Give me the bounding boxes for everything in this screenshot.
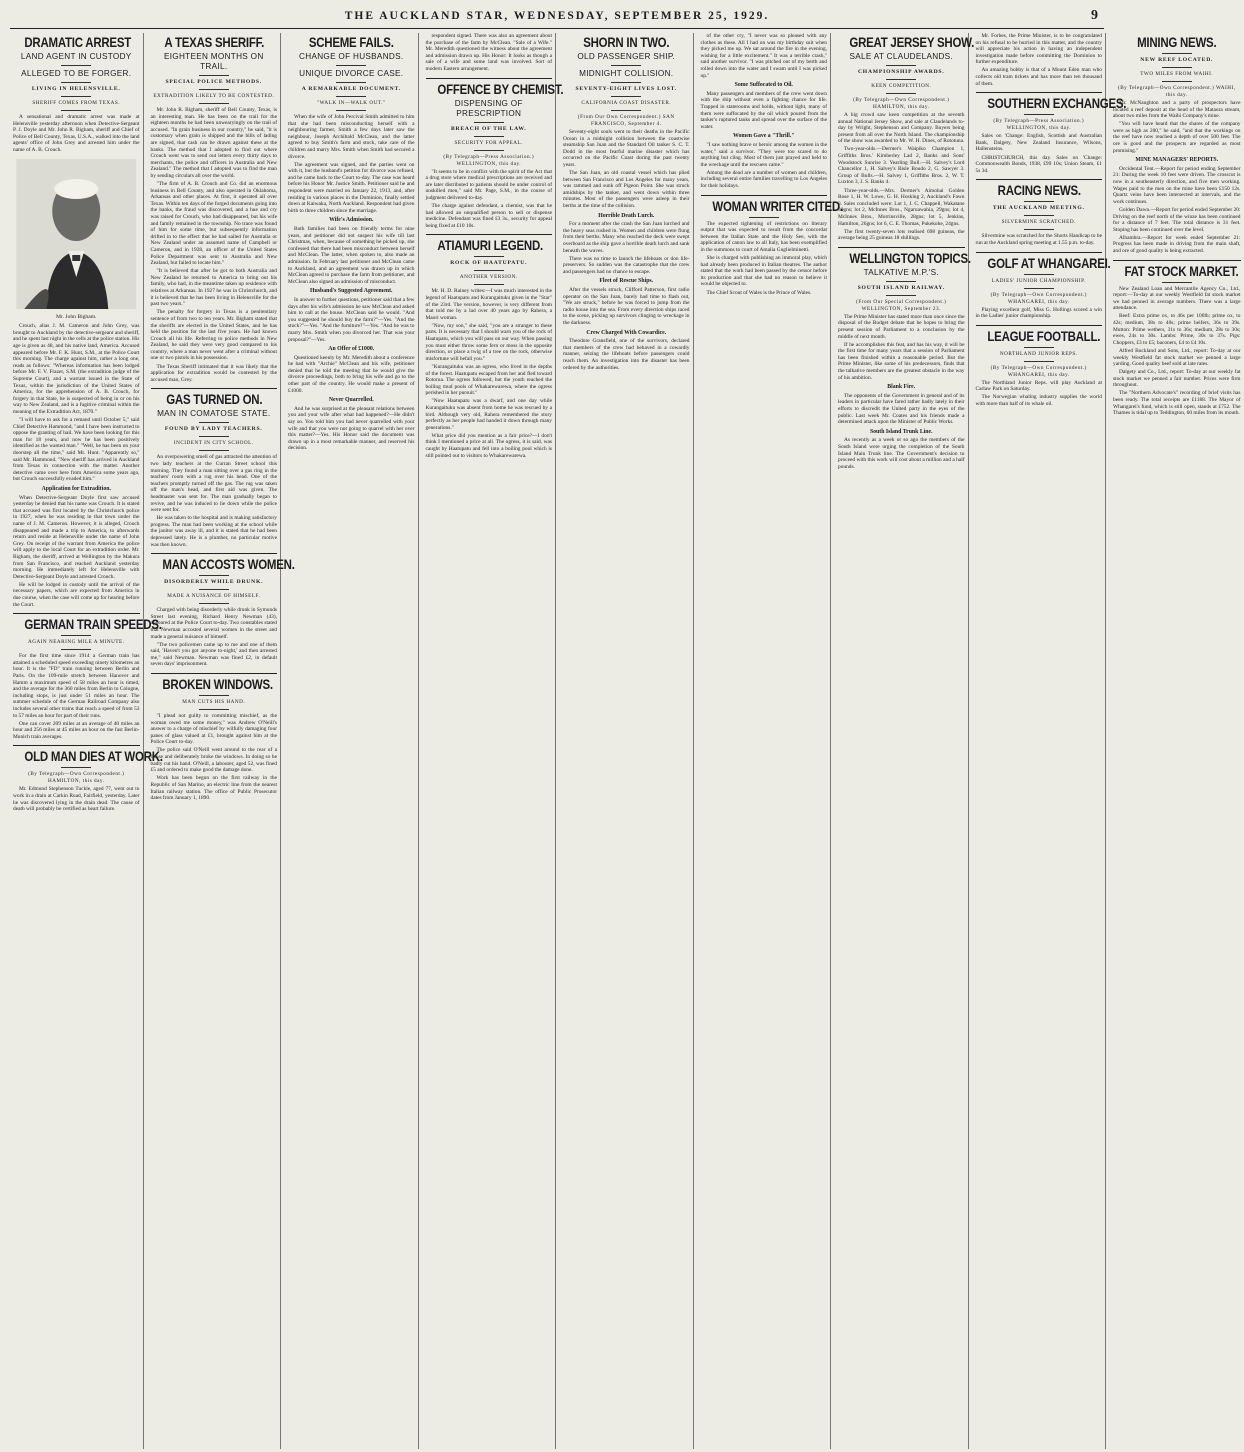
article-body: New Zealand Loan and Mercantile Agency Co., Ltd., report:—To-day at our weekly Westfield fat stock market we had penned in average numbers. There was a large attendance. — [1113, 285, 1241, 312]
article-body: Mr. John R. Bigham, sheriff of Bell County, Texas, is an interesting man. He has been on the trail for the eighteen months he had been unwearyingly on the trail of accused. "In grain business in our country," he said, "it is customary when grain is shipped and the bills of lading are signed, that cash can be drawn against these at the banks. The method that I adopted to find out where Crouch went was to send out letters every thirty days to merchants, the police and officers in Australia and New Zealand." The method that I adopted was to find the man by sending circulars all over the world. — [150, 107, 277, 179]
dateline: (By Telegraph—Own Correspondent.) WHANGAREI, this day. — [990, 291, 1087, 305]
article-body: A big crowd saw keen competition at the seventh annual National Jersey Show, and sale at Claudelands to-day by Wright, Stephenson and Company. Buyers being present from all over the North Island. The championship of the show was awarded to Mr. W. H. Dines, of Rototuna. — [838, 112, 965, 145]
headline: GERMAN TRAIN SPEEDS. — [24, 616, 162, 633]
subhead: MIDNIGHT COLLISION. — [579, 69, 674, 78]
column-5 — [560, 33, 694, 1449]
article-german-train: GERMAN TRAIN SPEEDS. AGAIN NEARING MILE A MINUTE. For the first time since 1914 a German train has attained a scheduled speed exceeding ninety kilometres an hour. It is the "FD" train running between Berlin and Paris. On the 109-mile stretch between Hanover and Hamm a maximum speed of 58 miles an hour is timed, and the average for the 360 miles from Berlin to Cologne, including stops, is just under 51 miles an hour. The summer schedule of the German Railroad Company also includes several other trains that reach a speed of from 53 to 57 miles an hour for part of their runs. One can cover 209 miles at an average of 40 miles an hour and 256 miles at 45 miles an hour on the fast Berlin-Munich train averages. — [13, 616, 162, 740]
section-head: Husband's Suggested Agreement. — [309, 288, 393, 295]
article-old-man-dies — [13, 748, 163, 813]
article-body: An overpowering smell of gas attracted the attention of two lady teachers at the Curran Street school this morning. They found a man sitting over a gas ring in the teachers' room with a rug over his head. One of the teachers promptly turned off the gas. The rug was taken off the man's head, and first aid was given. The headmaster was sent for. The man gradually began to revive, and he was induced to lie down while the police were sent for. — [150, 454, 277, 514]
article-shorn-in-two-continued: of the other cry, "I never was so pleased with any clothes as these. All I had on was my birthday suit when they picked me up. We sat around the fire in the evening, wishing for a little excitement." It was a terrible crash," said another survivor. "I was pitched out of my berth and rolled down into the water and I swam until I was picked up." Some Suffocated to Oil. Many passengers and members of the crew went down with the ship without even a fighting chance for life. Trapped in staterooms and holds, without light, many of them were suffocated by the oil which poured from the tanker's ruptured tanks and spread over the surface of the water. Women Gave a "Thrill." "I saw nothing brave or heroic among the women in the water," said a survivor. "They were too scared to do anything but cling. Most of them just prayed and held to the wreckage until the rescuers came." Among the dead are a number of women and children, including several entire families travelling to Los Angeles for their holidays. — [700, 33, 827, 189]
subhead: LIVING IN HELENSVILLE. — [31, 86, 121, 92]
headline: OLD MAN DIES AT WORK. — [24, 748, 163, 765]
headline: LEAGUE FOOTBALL. — [986, 327, 1100, 344]
headline: OFFENCE BY CHEMIST. — [436, 80, 563, 97]
dateline: (By Telegraph—Press Association.) WELLINGTON, this day. — [993, 118, 1085, 132]
section-head: Blank Fire. — [887, 384, 916, 391]
article-league-football: LEAGUE FOOTBALL. NORTHLAND JUNIOR REPS. (By Telegraph—Own Correspondent.) WHANGAREI, this day. The Northland Junior Reps. will play Auckland at Carlaw Park on Saturday. The Norwegian whaling industry supplies the world with more than half of its whale oil. — [975, 327, 1102, 407]
column-2 — [148, 33, 295, 1449]
subhead: TALKATIVE M.P.'S. — [863, 267, 939, 277]
page-number: 9 — [1091, 8, 1098, 23]
headline: MAN ACCOSTS WOMEN. — [161, 556, 295, 573]
dateline: (By Telegraph—Press Association.) WELLINGTON, this day. — [443, 153, 535, 167]
article-body: Mr. McNaughton and a party of prospectors have located a reef deposit at the head of the Mataura stream, about two miles from the Waihi Company's mine. — [1113, 100, 1241, 120]
article-wellington-continued: Mr. Forbes, the Prime Minister, is to be congratulated on his refusal to be hurried in this matter, and the country will appreciate his action in having an independent investigation made before committing the Dominion to further expenditure. An amazing hobby is that of a Mount Eden man who collects old tram tickets and has more than ten thousand of them. — [975, 33, 1102, 87]
column-8 — [973, 33, 1126, 1449]
column-6 — [698, 33, 843, 1449]
subhead: THE AUCKLAND MEETING. — [992, 205, 1085, 212]
subhead: SILVERMINE SCRATCHED. — [1001, 219, 1076, 226]
column-9 — [1110, 33, 1244, 1449]
subhead: SECURITY FOR APPEAL. — [454, 139, 523, 146]
section-head: MINE MANAGERS' REPORTS. — [1135, 157, 1219, 164]
headline: GOLF AT WHANGAREI. — [986, 254, 1111, 271]
column-1 — [10, 33, 163, 1449]
headline: WELLINGTON TOPICS. — [849, 249, 971, 266]
subhead: AGAIN NEARING MILE A MINUTE. — [27, 639, 125, 646]
subhead: ANOTHER VERSION. — [459, 274, 518, 281]
article-gas-turned-on: GAS TURNED ON. MAN IN COMATOSE STATE. FOUND BY LADY TEACHERS. INCIDENT IN CITY SCHOOL. An overpowering smell of gas attracted the attention of two lady teachers at the Curran Street school this morning. They found a man sitting over a gas ring in the teachers' room with a rug over his head. One of the teachers promptly turned off the gas. The rug was taken off the man's head, and first aid was given. The headmaster was sent for. The man gradually began to revive, and he was induced to lie down while the police were sent for. He was taken to the hospital and is making satisfactory progress. The man had been working at the school while the janitor was away ill, and it is stated that he had been depressed lately. He is a plumber, no particular motive was then known. — [150, 391, 277, 548]
subhead: SPECIAL POLICE METHODS. — [165, 79, 263, 85]
subhead: A REMARKABLE DOCUMENT. — [301, 86, 401, 92]
subhead: CALIFORNIA COAST DISASTER. — [581, 100, 672, 106]
article-offence-chemist: OFFENCE BY CHEMIST. DISPENSING OF PRESCRIPTION BREACH OF THE LAW. SECURITY FOR APPEAL. (By Telegraph—Press Association.) WELLINGTON, this day. "It seems to be in conflict with the spirit of the Act that a drug store where medical prescriptions are received and are later distributed to patients should be under control of unskilled men," said Mr. Page, S.M., in the course of judgment delivered to-day. The charge against defendant, a chemist, was that he had allowed an unqualified person to sell or dispense medicine. Defendant was fined £3 3s., security for appeal being fixed at £10 10s. — [425, 80, 563, 229]
section-head: Women Gave a "Thrill." — [732, 133, 795, 140]
article-southern-exchanges: SOUTHERN EXCHANGES. (By Telegraph—Press Association.) WELLINGTON, this day. Sales on 'Change: English, Scottish and Australian Bank, Dalgety, New Zealand Insurance, Wilsons, Hallensteins. CHRISTCHURCH, this day. Sales on 'Change: Commonwealth Bonds, 1938, £99 10s; Union Steam, £1 5s 3d. — [975, 95, 1126, 174]
article-woman-writer: WOMAN WRITER CITED. The expected tightening of restrictions on literary output that was expected to result from the concordat between the Italian State and the Holy See, with the application of canon law to all Italy, has been exemplified in the summons to court of Amalia Guglielminetti. She is charged with publishing an immoral play, which had already been produced in Italian theatres. The author stated that the work had been passed by the censor before its production and that she had no reason to believe it would be objected to. The Chief Scout of Wales is the Prince of Wales. — [700, 197, 843, 296]
article-racing-news — [976, 183, 1103, 246]
headline: ATIAMURI LEGEND. — [436, 237, 543, 254]
headline: A TEXAS SHERIFF. — [163, 34, 264, 50]
subhead: "WALK IN—WALK OUT." — [316, 100, 386, 106]
article-texas-sheriff: A TEXAS SHERIFF. EIGHTEEN MONTHS ON TRAIL. SPECIAL POLICE METHODS. EXTRADITION LIKELY TO BE CONTESTED. Mr. John R. Bigham, sheriff of Bell County, Texas, is an interesting man. He has been on the trail for the eighteen months he had been unwearyingly on the trail of accused. "In grain business in our country," he said, "it is customary when grain is shipped and the bills of lading are signed, that cash can be drawn against these at the banks. The method that I adopted to find out where Crouch went was to send out letters every thirty days to merchants, the police and officers in Australia and New Zealand." The method that I adopted was to find the man by sending circulars all over the world. "The firm of A. B. Crouch and Co. did an enormous business in Bell County, and also operated in Oklahoma, Arkansas and other places. At first, it operated all over Texas. Within ten days of the forged documents going into the banks, the fraud was discovered, and a hue and cry was raised for Crouch, who had disappeared, but his wife and family remained in the township. No trace was found of him for some time, but subsequently information drifted in to the effect that he had sailed for Australia or New Zealand under an assumed name of Campbell or Cameron, and in 1928, an officer of the United States Police Department was sent to Australia and New Zealand, but failed to locate him." "It is believed that after he got to both Australia and New Zealand he returned to America to bring out his family, who had, in the meantime taken up residence with relatives at Arkansas. In 1927 he was in Christchurch, and it is believed that he has been living in Helensville for the past two years." The penalty for forgery in Texas is a penitentiary sentence of from two to ten years. Mr. Bigham stated that the sheriffs are elected in the United States, and he has held the position for the last five years. He had known Crouch all his life. Referring to police methods in New Zealand, he said they were very good compared to his country, where a man never went after a criminal without one or two pistols in his possession. The Texas Sheriff intimated that it was likely that the application for extradition would be contested by the accused man, Grey. — [150, 34, 277, 383]
headline: BROKEN WINDOWS. — [161, 676, 273, 692]
dateline: (By Telegraph—Own Correspondent.) WAIHI, this day. — [1117, 85, 1236, 98]
article-body: "It seems to be in conflict with the spirit of the Act that a drug store where medical prescriptions are received and are later distributed to patients should be under control of unskilled men," said Mr. Page, S.M., in the course of judgment delivered to-day. — [425, 168, 552, 201]
section-head: An Offer of £1000. — [328, 346, 375, 353]
section-body: When Detective-Sergeant Doyle first saw accused yesterday he denied that his name was Crouch. It is stated that accused was first located by the Christchurch police in 1927, when he was residing in that town under the name of J. M. Cameron. However, it is alleged, Crouch disappeared and made a trip to America, to afterwards return and reside at Helensville under the name of John Grey. On receipt of the warrant from America the police will apply to the local Court for an extradition order. Mr. Bigham, the sheriff, arrived at Wellington by the Makura from San Francisco, and reached Auckland yesterday morning. He immediately left for Helensville with Detective-Sergeant Doyle and arrested Crouch. — [13, 494, 140, 580]
subhead: FOUND BY LADY TEACHERS. — [164, 426, 263, 433]
headline: GREAT JERSEY SHOW. — [849, 34, 975, 50]
article-man-accosts-women: MAN ACCOSTS WOMEN. DISORDERLY WHILE DRUNK. MADE A NUISANCE OF HIMSELF. Charged with being disorderly while drunk in Symonds Street last evening, Richard Henry Newman (43), appeared at the Police Court to-day. Two constables stated that Newman accosted several women in the street and made a general nuisance of himself. "The two policemen came up to me and one of them said, 'Haven't you got anyone to-night,' and then arrested me," said Newman. Newman was fined £2, in default seven days' imprisonment. — [150, 556, 295, 668]
article-body: The Northland Junior Reps. will play Auckland at Carlaw Park on Saturday. — [975, 379, 1102, 393]
headline: FAT STOCK MARKET. — [1124, 262, 1239, 279]
article-body: Sales on 'Change: English, Scottish and Australian Bank, Dalgety, New Zealand Insurance, Wilsons, Hallensteins. — [975, 133, 1102, 153]
subhead: SALE AT CLAUDELANDS. — [849, 52, 954, 61]
article-dramatic-arrest: DRAMATIC ARREST LAND AGENT IN CUSTODY ALLEGED TO BE FORGER. LIVING IN HELENSVILLE. SHERIFF COMES FROM TEXAS. A sensational and dramatic arrest was made at Helensville yesterday afternoon when Detective-Sergeant P. J. Doyle and Mr. John R. Bigham, sheriff and Chief of Police of Bell County, Texas, U.S.A., walked into the land agents' office of John Grey and arrested him under the name of A. B. Crouch. Mr. John Bigham. Crouch, alias J. M. Cameron and John Grey, was brought to Auckland by the detective-sergeant and sheriff, and he spent last night in the cells at the police station. His age is given as 48, and his native land, America. Accused appeared before Mr. F. K. Hunt, S.M., at the Police Court this morning. The charge against him, rather a long one, reads as follows: "Whereas information has been lodged before Mr. F. V. Frazer, S.M. (the extradition judge of the Supreme Court), and a warrant issued in the State of Texas, within the jurisdiction of the United States of America, for the apprehension of A. B. Crouch, for forgery in that State, he is suspected of being in or on his way to New Zealand, and is a fugitive criminal within the meaning of the Extradition Act, 1870." "I will have to ask for a remand until October 5," said Chief Detective Hammond, "and I have been instructed to oppose the granting of bail. We have been looking for this man for 18 years, and now he has been positively identified as the wanted man." "Well, he has been on your doorstep all the time," said Mr. Hunt. "Apparently so," said Mr. Hammond. "New sheriff has arrived in Auckland from Texas in connection with the matter. Another detective came over here from America some years ago, but Crouch successfully evaded him." Application for Extradition. When Detective-Sergeant Doyle first saw accused yesterday he denied that his name was Crouch. It is stated that accused was first located by the Christchurch police in 1927, when he was residing in that town under the name of J. M. Cameron. However, it is alleged, Crouch disappeared and made a trip to America, to afterwards return and reside at Helensville under the name of John Grey. On receipt of the warrant from America the police will apply to the local Court for an extradition order. Mr. Bigham, the sheriff, arrived at Wellington by the Makura from San Francisco, and reached Auckland yesterday morning. He immediately left for Helensville with Detective-Sergeant Doyle and arrested Crouch. He will be lodged in custody until the arrival of the necessary papers, which are expected from America in due course, when the case will come up for hearing before the Court. — [13, 34, 140, 608]
article-wellington-topics: WELLINGTON TOPICS. TALKATIVE M.P.'S. SOUTH ISLAND RAILWAY. (From Our Special Correspondent.) WELLINGTON, September 23. The Prime Minister has stated more than once since the disposal of the Budget debate that he hopes to bring the present session of Parliament to a conclusion by the middle of next month. If he accomplishes this feat, and has his way, it will be the first time for many years that a session of Parliament has been finished within a reasonable period. But the Prime Minister, like some of his predecessors, finds that the talkative members are the greatest obstacle in the way of his ambition. Blank Fire. The opponents of the Government in general and of its leaders in particular have fared rather badly lately in their efforts to discredit the United party in the eyes of the public. Last week Mr. Coates and his friends made a determined attack upon the Minister of Public Works. South Island Trunk Line. As recently as a week or so ago the members of the South Island were urging the completion of the South Island Main Trunk line. The Government's decision to proceed with this work will cost about a million and a half pounds. — [838, 249, 971, 470]
article-body: Mr. Edmund Stephenson Tuckle, aged 77, went out to work in a drain at Carkin Road, Fairfield, yesterday. Later he was discovered lying in the drain dead. The cause of death will probably be certified as heart failure. — [13, 786, 140, 813]
portrait-image — [13, 159, 140, 309]
subhead: LAND AGENT IN CUSTODY — [20, 52, 132, 61]
subhead: ROCK OF HAATUPATU. — [450, 260, 528, 267]
article-fat-stock-market: FAT STOCK MARKET. New Zealand Loan and Mercantile Agency Co., Ltd., report:—To-day at our weekly Westfield fat stock market we had penned in average numbers. There was a large attendance. Beef: Extra prime ox, to 46s per 100lb; prime ox, to 42s; medium, 38s to 40s; prime heifers, 36s to 39s. Mutton: Prime wethers, 31s to 36s; medium, 28s to 30s; ewes, 24s to 30s. Lambs: Prime, 30s to 37s. Pigs: Choppers, £3 to £5; baconers, £4 to £4 10s. Alfred Buckland and Sons, Ltd., report: To-day at our weekly Westfield fat stock market we penned a large yarding. Good quality beef sold at late rates. Dalgety and Co., Ltd., report: To-day at our weekly fat stock market we penned a fair number. Prices were firm throughout. The "Northern Advocate's" recording of brief visits has been ready. The total receipts are £1188. The Mayor of Whangarei's fund, which is still open, stands at £752. The Thames is tidal up to Teddington, 60 miles from its mouth. — [1113, 262, 1241, 417]
headline: WOMAN WRITER CITED. — [711, 197, 843, 214]
headline: RACING NEWS. — [997, 182, 1081, 199]
article-body: The expected tightening of restrictions on literary output that was expected to result from the concordat between the Italian State and the Holy See, with the application of canon law to all Italy, has been exemplified in the summons to court of Amalia Guglielminetti. — [700, 220, 827, 253]
section-head: Fleet of Rescue Ships. — [599, 278, 654, 285]
dateline: (By Telegraph—Own Correspondent.) WHANGAREI, this day. — [990, 364, 1087, 378]
article-body: For the first time since 1914 a German train has attained a scheduled speed exceeding ninety kilometres an hour. It is the "FD" train running between Berlin and Paris. On the 109-mile stretch between Hanover and Hamm a maximum speed of 58 miles an hour is timed, and the average for the 360 miles from Berlin to Cologne, including stops, is just under 51 miles an hour. The summer schedule of the German Railroad Company also includes several other trains that reach a speed of from 53 to 57 miles an hour for part of their runs. — [13, 653, 140, 719]
headline: MINING NEWS. — [1137, 34, 1217, 50]
subhead: EIGHTEEN MONTHS ON TRAIL. — [163, 52, 264, 71]
headline: SOUTHERN EXCHANGES. — [986, 95, 1126, 112]
subhead: CHANGE OF HUSBANDS. — [299, 52, 404, 61]
subhead: MAN CUTS HIS HAND. — [182, 699, 246, 705]
article-scheme-fails: SCHEME FAILS. CHANGE OF HUSBANDS. UNIQUE DIVORCE CASE. A REMARKABLE DOCUMENT. "WALK IN—WALK OUT." When the wife of John Percival Smith admitted to him that she had been misconducting herself with a neighbouring farmer, Smith a few days later saw the neighbour, Joseph Archibald McClean, and the latter agreed to buy Smith's farm and stock, take care of the children and marry Mrs. Smith when Smith had secured a divorce. The agreement was signed, and the parties went on with it, but the husband's petition for divorce was refused, and he came back to the Court to-day. The case was heard before his Honor Mr. Justice Smith. Petitioner said he and respondent were married on January 22, 1913, and, after residing in various places in the Dominion, finally settled down at Kaiwaka, North Auckland. Respondent had given birth to three children since the marriage. Wife's Admission. Both families had been on friendly terms for nine years, and petitioner did not suspect his wife till last Christmas, when, because of something he picked up, she confessed that there had been misconduct between herself and McClean. The latter, when spoken to, also made an admission. In February last petitioner and McClean came to Auckland, and an agreement was drawn up in which McClean agreed to purchase the farm from petitioner, and McClean also signed an admission of misconduct. Husband's Suggested Agreement. In answer to further questions, petitioner said that a few days after his wife's admission he saw McClean and asked him to call at the house. McClean said he would. "And you suggested he should buy the farm?"—Yes. "And the stock?"—Yes. "And the furniture?"—Yes. "And he was to marry Mrs. Smith when you divorced her. That was your proposal?"—Yes. An Offer of £1000. Questioned keenly by Mr. Meredith about a conference he had with "Archie" McClean and his wife, petitioner denied that he told the meeting that he would give the divorce proceedings, both to bring his wife and go to the other part of the country. He would make a present of £1000. Never Quarrelled. And he was surprised at the pleasant relations between you and your wife after what had happened?—He didn't say so. You told him you had never quarrelled with your wife and that you were not going to quarrel with her over this matter?—Yes. His Honor said the document was drawn up in a most remarkable manner, and reserved his decision. — [288, 34, 415, 452]
subhead: CHAMPIONSHIP AWARDS. — [857, 69, 945, 75]
article-broken-windows: BROKEN WINDOWS. MAN CUTS HIS HAND. "I plead not guilty to committing mischief, as the woman owed me some money," was Andrew O'Neill's answer to a charge of mischief by wilfully damaging four panes of glass valued at £1, brought against him at the Police Court to-day. The police said O'Neill went around to the rear of a house and deliberately broke the windows. In doing so he badly cut his hand. O'Neill, a labourer, aged 52, was fined £5 and ordered to make good the damage done. Work has been begun on the first railway in the Republic of San Marino, an electric line from the nearest Italian railway station. The office of Public Prosecutor dates from January 1, 1890. — [150, 676, 277, 802]
section-head: Never Quarrelled. — [328, 397, 374, 404]
dateline: (By Telegraph—Own Correspondent.) HAMILTON, this day. — [853, 97, 950, 110]
article-body: Crouch, alias J. M. Cameron and John Grey, was brought to Auckland by the detective-sergeant and sheriff, and he spent last night in the cells at the police station. His age is given as 48, and his native land, America. Accused appeared before Mr. F. K. Hunt, S.M., at the Police Court this morning. The charge against him, rather a long one, reads as follows: "Whereas information has been lodged before Mr. F. V. Frazer, S.M. (the extradition judge of the Supreme Court), and a warrant issued in the State of Texas, within the jurisdiction of the United States of America, for the apprehension of A. B. Crouch, for forgery in that State, he is suspected of being in or on his way to New Zealand, and is a fugitive criminal within the meaning of the Extradition Act, 1870." — [13, 323, 140, 415]
headline: GAS TURNED ON. — [165, 391, 262, 408]
section-head: Some Suffocated to Oil. — [734, 82, 793, 89]
dateline: (By Telegraph—Own Correspondent.) HAMILTON, this day. — [28, 771, 125, 785]
article-body: Playing excellent golf, Miss G. Hollings scored a win in the Ladies' junior championship. — [975, 306, 1102, 320]
subhead: OLD PASSENGER SHIP. — [577, 52, 676, 61]
dateline: (From Our Special Correspondent.) WELLINGTON, September 23. — [856, 298, 947, 312]
column-4 — [423, 33, 563, 1449]
article-mining-news: MINING NEWS. NEW REEF LOCATED. TWO MILES FROM WAIHI. (By Telegraph—Own Correspondent.) WAIHI, this day. Mr. McNaughton and a party of prospectors have located a reef deposit at the head of the Mataura stream, about two miles from the Waihi Company's mine. "You will have heard that the shares of the company were as high as 200," he said, "and that the workings on the reef have now reached a depth of over 500 feet. The ore is good and the prospects are regarded as most promising." MINE MANAGERS' REPORTS. Occidental Tent.—Report for period ending September 21: During the week 10 feet were driven. The crosscut is now in a southeasterly direction, and five men working. Wages paid to the men on the mine have been £150 12s. Quartz veins have been intersected at intervals, and the work continues. Golden Dawn.—Report for period ended September 20: Driving on the reef north of the winze has been continued for a distance of 7 feet. The total distance is 31 feet. Stoping has been continued over the level. Alhambra.—Report for week ended September 21: Progress has been made in driving from the main shaft, and ore of good quality is being extracted. — [1113, 34, 1241, 254]
article-body: Silvermine was scratched for the Shorts Handicap to be run at the Auckland spring meeting at 1.55 p.m. to-day. — [975, 233, 1102, 246]
headline: SCHEME FAILS. — [308, 34, 394, 50]
article-shorn-in-two: SHORN IN TWO. OLD PASSENGER SHIP. MIDNIGHT COLLISION. SEVENTY-EIGHT LIVES LOST. CALIFORNIA COAST DISASTER. (From Our Own Correspondent.) SAN FRANCISCO, September 4. Seventy-eight souls went to their deaths in the Pacific Ocean in a midnight collision between the coastwise steamship San Juan and the Standard Oil tanker S. C. T. Dodd in the most fearful marine disaster which has occurred on the Pacific Coast during the past twenty years. The San Juan, an old coastal vessel which has plied between San Francisco and Los Angeles for many years, was rammed and sunk off Pigeon Point. She was struck amidships by the tanker, and went down within three minutes. Most of the passengers were asleep in their berths at the time of the collision. Horrible Death Lurch. For a moment after the crash the San Juan lurched and the heavy seas rushed in. Women and children were flung from their berths. Many who reached the deck were swept overboard as the ship gave a horrible death lurch and sank beneath the waves. There was no time to launch the lifeboats or don life-preservers. So sudden was the catastrophe that the crew and passengers had no chance to escape. Fleet of Rescue Ships. After the vessels struck, Clifford Patterson, first radio operator on the San Juan, barely had time to flash out, "We are struck," before he was forced to jump from the radio house into the sea. From every direction ships raced to the scene, picking up survivors clinging to wreckage in the darkness. Crew Charged With Cowardice. Theodore Gransfield, one of the survivors, declared that members of the crew had behaved in a cowardly manner, seizing the lifeboats before passengers could reach them. An investigation into the disaster has been ordered by the authorities. — [563, 34, 690, 371]
subhead: ALLEGED TO BE FORGER. — [21, 69, 132, 78]
subhead: NORTHLAND JUNIOR REPS. — [999, 350, 1078, 357]
column-7 — [835, 33, 975, 1449]
subhead: BREACH OF THE LAW. — [451, 125, 527, 132]
subhead: DISORDERLY WHILE DRUNK. — [164, 579, 264, 586]
article-body: Charged with being disorderly while drunk in Symonds Street last evening, Richard Henry Newman (43), appeared at the Police Court to-day. Two constables stated that Newman accosted several women in the street and made a general nuisance of himself. — [150, 607, 277, 640]
section-head: Crew Charged With Cowardice. — [586, 329, 667, 336]
section-head: Application for Extradition. — [41, 486, 111, 492]
subhead: TWO MILES FROM WAIHI. — [1140, 71, 1214, 77]
subhead: INCIDENT IN CITY SCHOOL. — [173, 440, 254, 447]
headline: DRAMATIC ARREST — [24, 34, 132, 50]
section-head: Wife's Admission. — [329, 217, 374, 224]
article-body: Seventy-eight souls went to their deaths in the Pacific Ocean in a midnight collision between the coastwise steamship San Juan and the Standard Oil tanker S. C. T. Dodd in the most fearful marine disaster which has occurred on the Pacific Coast during the past twenty years. — [563, 129, 690, 168]
subhead: NEW REEF LOCATED. — [1140, 57, 1214, 63]
article-atiamuri-legend: ATIAMURI LEGEND. ROCK OF HAATUPATU. ANOTHER VERSION. Mr. H. D. Rainey writes:—I was much interested in the legend of Haatupatu and Kurangaituku given in the "Star" of the 23rd. The version, however, is very different from that told me by a lad over 40 years ago by Rahera, a Maori woman. "Now, my son," she said, "you are a stranger to these parts. It is necessary that I should warn you of the rock of Haatupatu, which you will pass on our way. When passing you must either throw some fern or moss in the opposite direction, or place a twig of a tree on the rock, otherwise misfortune will befall you." "Kurangaituku was an ogress, who lived in the depths of the forest. Haatupatu escaped from her and fled toward Rotorua. The ogress followed, but the youth reached the boiling mud pools of Whakarewarewa, where the ogress perished in her pursuit." "Now Haatupatu was a dwarf, and one day while Kurangaituku was absent from home he was rescued by a bird. Although very old, Rahera remembered the story perfectly as her people had handed it down through many generations." What price did you mention as a fair price?—I don't think I mentioned a price at all. The ogress, it is said, was caught by Haatupatu and fell into a boiling pool which is still pointed out to visitors to Whakarewarewa. — [425, 237, 552, 459]
article-body: Mr. H. D. Rainey writes:—I was much interested in the legend of Haatupatu and Kurangaituku given in the "Star" of the 23rd. The version, however, is very different from that told me by a lad over 40 years ago by Rahera, a Maori woman. — [425, 288, 552, 321]
article-body: When the wife of John Percival Smith admitted to him that she had been misconducting herself with a neighbouring farmer, Smith a few days later saw the neighbour, Joseph Archibald McClean, and the latter agreed to buy Smith's farm and stock, take care of the children and marry Mrs. Smith when Smith had secured a divorce. — [288, 114, 415, 160]
subhead: EXTRADITION LIKELY TO BE CONTESTED. — [153, 93, 275, 99]
masthead-title: THE AUCKLAND STAR, WEDNESDAY, SEPTEMBER 25, 1929. — [344, 10, 770, 22]
article-intro: A sensational and dramatic arrest was made at Helensville yesterday afternoon when Detective-Sergeant P. J. Doyle and Mr. John R. Bigham, sheriff and Chief of Police of Bell County, Texas, U.S.A., walked into the land agents' office of John Grey and arrested him under the name of A. B. Crouch. — [13, 114, 140, 153]
subhead: DISPENSING OF PRESCRIPTION — [454, 98, 523, 118]
article-body: "I plead not guilty to committing mischief, as the woman owed me some money," was Andrew O'Neill's answer to a charge of mischief by wilfully damaging four panes of glass valued at £1, brought against him at the Police Court to-day. — [150, 713, 277, 746]
column-3 — [285, 33, 419, 1449]
article-scheme-fails-continued: respondent signed. There was also an agreement about the purchase of the farm by McClean. "Sale of a Wife." Mr. Meredith questioned the witness about the agreement and admission drawn up. His Honor: It looks as though a sale of a wife and some land was involved. Sort of modern Eastern arrangement. — [425, 33, 552, 72]
article-body: The Prime Minister has stated more than once since the disposal of the Budget debate that he hopes to bring the present session of Parliament to a conclusion by the middle of next month. — [838, 313, 965, 340]
subhead: MAN IN COMATOSE STATE. — [157, 409, 271, 419]
headline: SHORN IN TWO. — [583, 34, 670, 50]
photo-caption: Mr. John Bigham. — [56, 313, 97, 320]
subhead: SHERIFF COMES FROM TEXAS. — [32, 100, 121, 106]
section-head: Horrible Death Lurch. — [598, 212, 655, 219]
article-golf — [975, 254, 1111, 320]
section-head: South Island Trunk Line. — [869, 428, 933, 435]
subhead: KEEN COMPETITION. — [871, 83, 932, 89]
article-jersey-show: GREAT JERSEY SHOW. SALE AT CLAUDELANDS. CHAMPIONSHIP AWARDS. KEEN COMPETITION. (By Telegraph—Own Correspondent.) HAMILTON, this day. A big crowd saw keen competition at the seventh annual National Jersey Show, and sale at Claudelands to-day by Wright, Stephenson and Company. Buyers being present from all over the North Island. The championship of the show was awarded to Mr. W. H. Dines, of Rototuna. Two-year-olds.—Dermer's Waipiko Champion 1, Griffiths Bros.' Kimberley Lad 2, Banks and Sons' Woodstock Sunrise 3. Yearling Bull.—H. Salvey's Lord Chancellor 1, H. Salvey's Bisle Boudo 2, G. Sawyer 3. Group of Bulls.—H. Salvey 1, Griffiths Bros. 2, W. T. Luxton 3, J. S. Banks 4. Three-year-olds.—Mrs. Dermer's Aimohai Golden Rose 1, H. W. Lowe, G. H. Hosking 2, Auckland's Fawn 3. Sales concluded were: Lot 1, J. C. Chappell, Wakatane 30gns; lot 2, McInnes Bros., Ngaruawahia, 29gns; lot 4, McInnes Bros., Morrinsville, 28gns; lot 5, Jenkins, Hamilton, 26gns; lot 6, C. E. Thomas, Pukekohe, 24gns. The first twenty-seven lots realised 698 guineas, the average being 25 guineas 18 shillings. — [838, 34, 975, 242]
subhead: SOUTH ISLAND RAILWAY. — [857, 284, 945, 291]
subhead: LADIES' JUNIOR CHAMPIONSHIP. — [991, 277, 1086, 284]
subhead: SEVENTY-EIGHT LIVES LOST. — [575, 86, 677, 92]
masthead — [10, 6, 1104, 29]
dateline: (From Our Own Correspondent.) SAN FRANCISCO, September 4. — [577, 114, 675, 127]
subhead: MADE A NUISANCE OF HIMSELF. — [167, 593, 261, 600]
subhead: UNIQUE DIVORCE CASE. — [299, 69, 404, 78]
